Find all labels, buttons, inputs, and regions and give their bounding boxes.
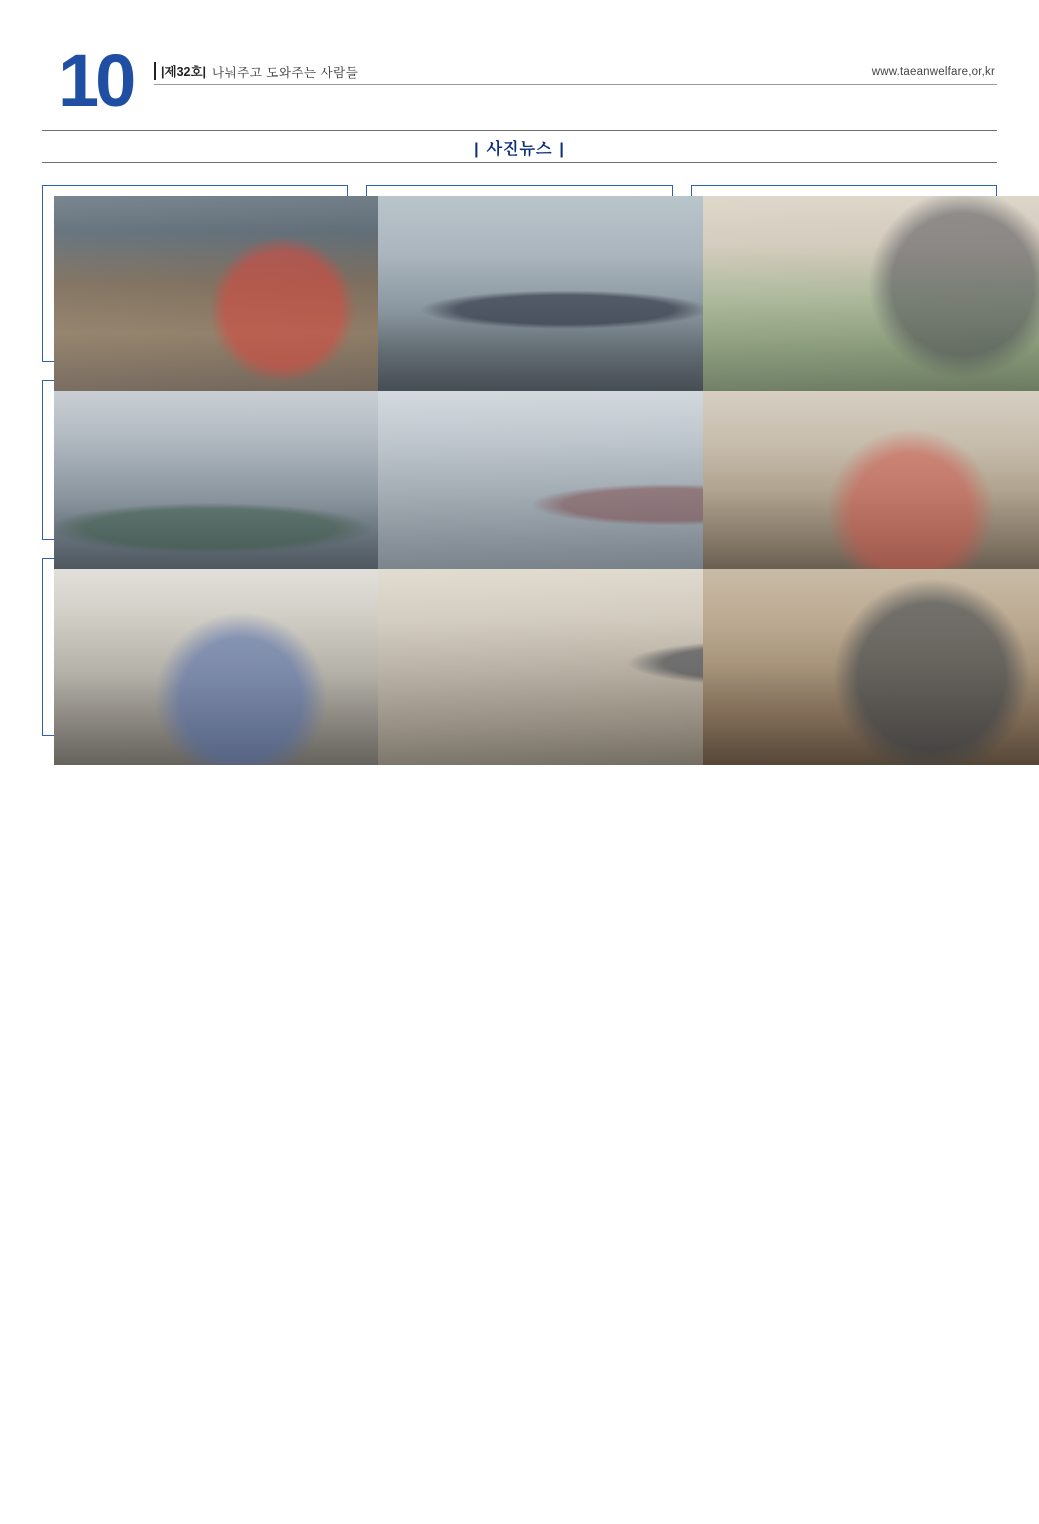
news-card <box>691 185 997 362</box>
news-card <box>366 185 672 362</box>
news-card-photo <box>703 196 1039 392</box>
section-title-text: 사진뉴스 <box>486 141 553 158</box>
title-bar-left: | <box>474 141 480 158</box>
issue-label: |제32호| <box>154 62 206 80</box>
title-bar-right: | <box>559 141 565 158</box>
issue-tagline: 나눠주고 도와주는 사람들 <box>212 66 359 80</box>
news-card <box>42 380 348 540</box>
news-card <box>366 558 672 735</box>
photo-news-grid <box>42 185 997 736</box>
header-divider <box>154 84 997 85</box>
news-card <box>42 558 348 735</box>
news-card-photo <box>703 569 1039 765</box>
news-card <box>366 380 672 540</box>
section-title-bar <box>42 130 997 163</box>
news-card-photo <box>703 391 1039 587</box>
news-card <box>42 185 348 362</box>
page-header <box>42 39 997 122</box>
site-url: www.taeanwelfare,or,kr <box>871 66 995 78</box>
news-card <box>691 558 997 735</box>
page-number: 10 <box>58 39 133 122</box>
news-card <box>691 380 997 540</box>
section-title <box>467 136 572 159</box>
